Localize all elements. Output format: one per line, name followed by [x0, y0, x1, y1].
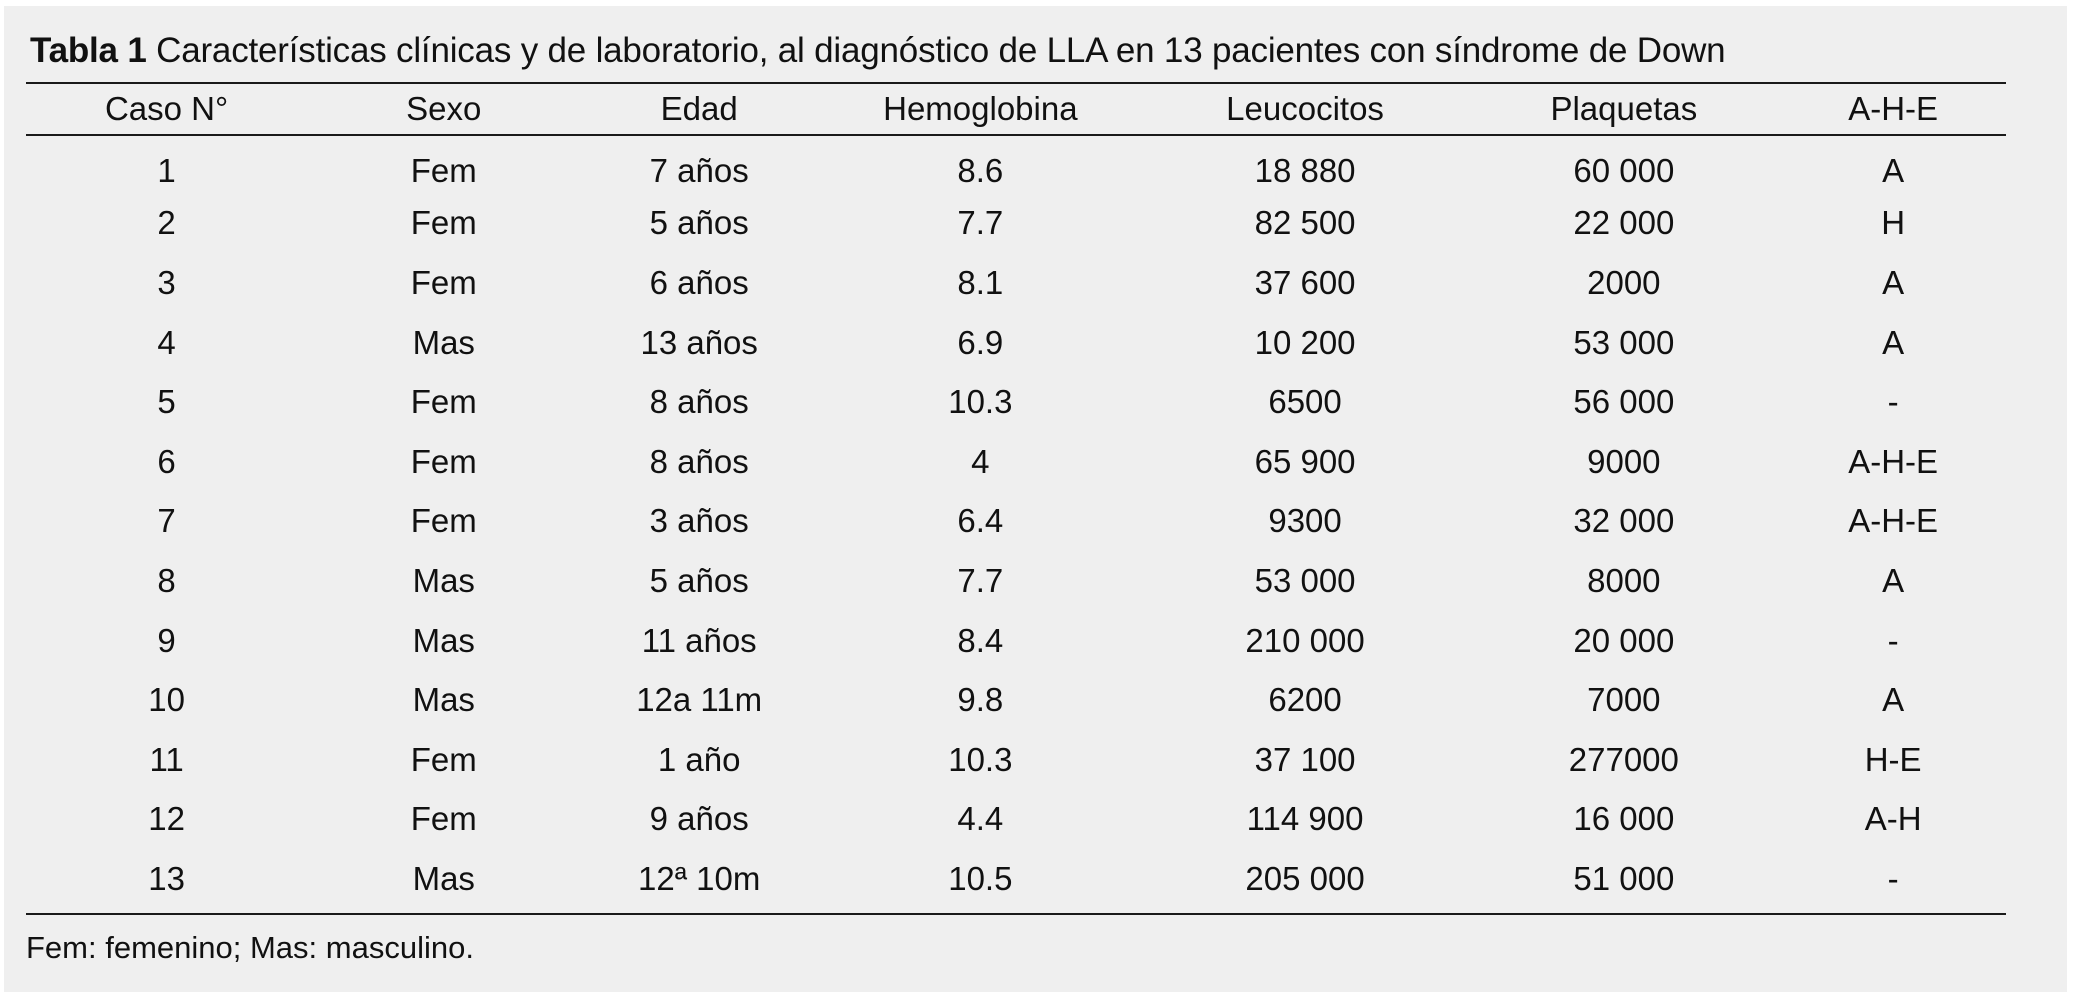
- cell-sexo: Mas: [412, 681, 475, 719]
- cell-plaquetas: 7000: [1587, 681, 1661, 719]
- cell-ahe: -: [1887, 383, 1899, 421]
- cell-leucocitos: 37 100: [1254, 740, 1356, 778]
- cell-plaquetas: 16 000: [1573, 800, 1675, 838]
- table-row: [26, 432, 2006, 492]
- cell-plaquetas: 32 000: [1573, 502, 1675, 540]
- table-row: [26, 253, 2006, 313]
- header-row: [26, 84, 2006, 134]
- cell-ahe: A: [1882, 151, 1905, 189]
- caption-text: Características clínicas y de laboratorio, al diagnóstico de LLA en 13 pacientes con síndrome de Down: [156, 31, 1726, 70]
- cell-edad: 12ª 10m: [638, 859, 761, 897]
- cell-plaquetas: 53 000: [1573, 323, 1675, 361]
- table-row: [26, 790, 2006, 850]
- cell-sexo: Mas: [412, 323, 475, 361]
- cell-caso: 5: [157, 383, 176, 421]
- cell-hemoglobina: 8.4: [957, 621, 1004, 659]
- cell-hemoglobina: 4: [971, 442, 990, 480]
- cell-plaquetas: 8000: [1587, 561, 1661, 599]
- cell-sexo: Mas: [412, 621, 475, 659]
- cell-ahe: A-H-E: [1848, 502, 1939, 540]
- cell-sexo: Fem: [410, 383, 477, 421]
- cell-leucocitos: 210 000: [1245, 621, 1365, 659]
- cell-hemoglobina: 8.1: [957, 263, 1004, 301]
- table-row: [26, 313, 2006, 373]
- cell-edad: 5 años: [649, 204, 749, 242]
- cell-hemoglobina: 10.3: [948, 740, 1013, 778]
- cell-edad: 7 años: [649, 151, 749, 189]
- cell-caso: 9: [157, 621, 176, 659]
- table-row: [26, 611, 2006, 671]
- column-header-leucocitos: Leucocitos: [1226, 90, 1384, 127]
- cell-plaquetas: 22 000: [1573, 204, 1675, 242]
- cell-caso: 13: [148, 859, 185, 897]
- cell-sexo: Fem: [410, 800, 477, 838]
- cell-plaquetas: 9000: [1587, 442, 1661, 480]
- cell-sexo: Fem: [410, 740, 477, 778]
- cell-sexo: Mas: [412, 859, 475, 897]
- cell-edad: 12a 11m: [636, 681, 763, 719]
- cell-hemoglobina: 6.4: [957, 502, 1004, 540]
- table-caption: [30, 27, 1725, 75]
- cell-hemoglobina: 10.3: [948, 383, 1013, 421]
- cell-sexo: Fem: [410, 151, 477, 189]
- cell-ahe: -: [1887, 859, 1899, 897]
- table-row: [26, 849, 2006, 909]
- table-row: [26, 134, 2006, 194]
- cell-ahe: A: [1882, 561, 1905, 599]
- cell-caso: 10: [148, 681, 185, 719]
- cell-leucocitos: 205 000: [1245, 859, 1365, 897]
- cell-ahe: H: [1881, 204, 1906, 242]
- cell-caso: 3: [157, 263, 176, 301]
- cell-edad: 9 años: [649, 800, 749, 838]
- cell-leucocitos: 9300: [1268, 502, 1342, 540]
- cell-sexo: Fem: [410, 204, 477, 242]
- cell-leucocitos: 114 900: [1246, 800, 1364, 838]
- cell-caso: 4: [157, 323, 176, 361]
- cell-plaquetas: 60 000: [1573, 151, 1675, 189]
- cell-caso: 1: [157, 151, 176, 189]
- cell-caso: 11: [149, 740, 184, 778]
- cell-edad: 8 años: [649, 442, 749, 480]
- cell-plaquetas: 56 000: [1573, 383, 1675, 421]
- cell-caso: 7: [157, 502, 176, 540]
- cell-edad: 8 años: [649, 383, 749, 421]
- table-row: [26, 730, 2006, 790]
- table-row: [26, 372, 2006, 432]
- cell-plaquetas: 51 000: [1573, 859, 1675, 897]
- cell-ahe: A: [1882, 681, 1905, 719]
- cell-hemoglobina: 7.7: [957, 561, 1004, 599]
- cell-ahe: -: [1887, 621, 1899, 659]
- cell-leucocitos: 18 880: [1254, 151, 1356, 189]
- cell-ahe: A-H-E: [1848, 442, 1939, 480]
- cell-hemoglobina: 8.6: [957, 151, 1004, 189]
- cell-sexo: Fem: [410, 442, 477, 480]
- cell-caso: 8: [157, 561, 176, 599]
- table-footnote: Fem: femenino; Mas: masculino.: [26, 930, 474, 965]
- cell-edad: 5 años: [649, 561, 749, 599]
- cell-hemoglobina: 6.9: [957, 323, 1004, 361]
- column-header-sexo: Sexo: [406, 90, 482, 127]
- caption-label: Tabla 1: [30, 31, 147, 70]
- cell-plaquetas: 20 000: [1573, 621, 1675, 659]
- cell-edad: 6 años: [649, 263, 749, 301]
- cell-leucocitos: 53 000: [1254, 561, 1356, 599]
- cell-hemoglobina: 4.4: [957, 800, 1004, 838]
- data-table: [26, 84, 2006, 909]
- cell-caso: 12: [148, 800, 185, 838]
- cell-edad: 3 años: [649, 502, 749, 540]
- cell-hemoglobina: 7.7: [957, 204, 1004, 242]
- cell-sexo: Fem: [410, 502, 477, 540]
- cell-plaquetas: 2000: [1587, 263, 1661, 301]
- column-header-plaquetas: Plaquetas: [1550, 90, 1698, 127]
- cell-ahe: A-H: [1864, 800, 1922, 838]
- table-row: [26, 194, 2006, 254]
- cell-ahe: A: [1882, 263, 1905, 301]
- table-row: [26, 670, 2006, 730]
- table-row: [26, 551, 2006, 611]
- bottom-rule: [26, 913, 2006, 915]
- cell-edad: 1 año: [657, 740, 741, 778]
- cell-ahe: A: [1882, 323, 1905, 361]
- cell-leucocitos: 37 600: [1254, 263, 1356, 301]
- cell-leucocitos: 82 500: [1254, 204, 1356, 242]
- table-row: [26, 492, 2006, 552]
- column-header-edad: Edad: [660, 90, 738, 127]
- cell-plaquetas: 277000: [1568, 740, 1679, 778]
- cell-sexo: Fem: [410, 263, 477, 301]
- cell-hemoglobina: 10.5: [948, 859, 1013, 897]
- cell-caso: 2: [157, 204, 176, 242]
- cell-leucocitos: 65 900: [1254, 442, 1356, 480]
- cell-edad: 11 años: [641, 621, 757, 659]
- column-header-caso: Caso N°: [104, 90, 229, 127]
- cell-leucocitos: 6500: [1268, 383, 1342, 421]
- cell-hemoglobina: 9.8: [957, 681, 1004, 719]
- cell-edad: 13 años: [640, 323, 758, 361]
- column-header-ahe: A-H-E: [1848, 90, 1939, 127]
- cell-caso: 6: [157, 442, 176, 480]
- cell-ahe: H-E: [1864, 740, 1922, 778]
- cell-leucocitos: 10 200: [1254, 323, 1356, 361]
- column-header-hemoglobina: Hemoglobina: [883, 90, 1078, 127]
- cell-leucocitos: 6200: [1268, 681, 1342, 719]
- cell-sexo: Mas: [412, 561, 475, 599]
